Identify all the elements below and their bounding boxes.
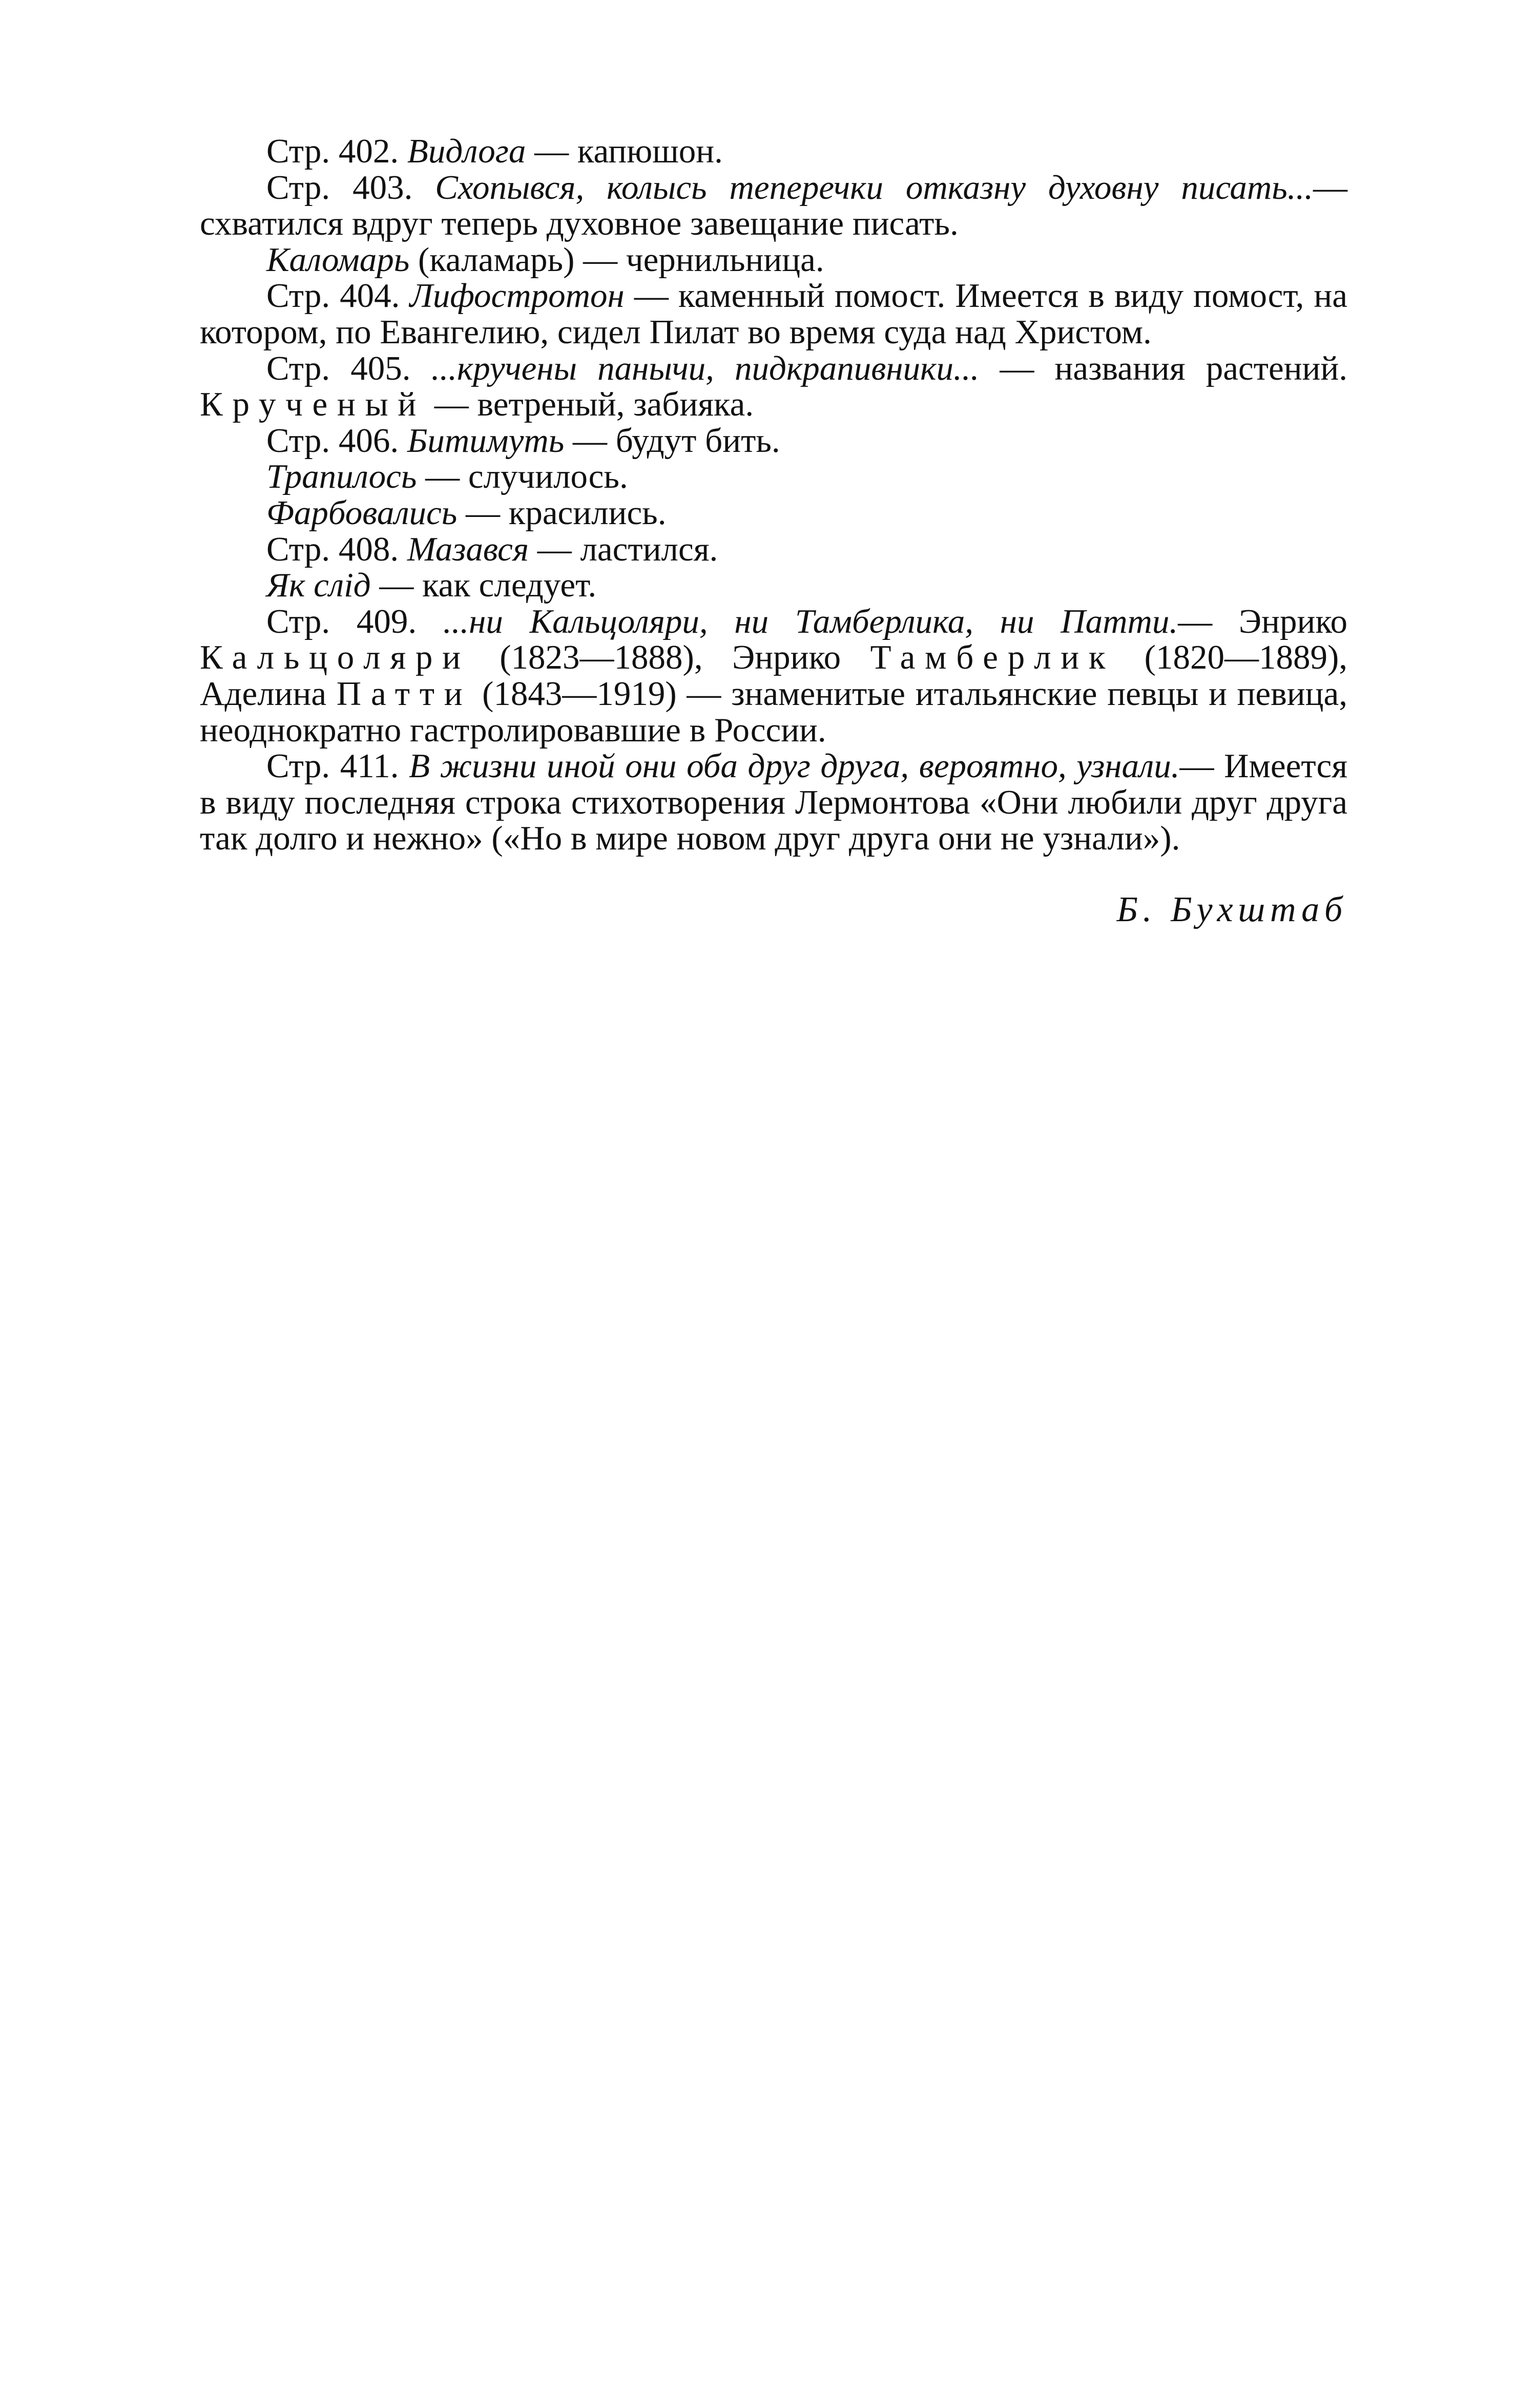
note-term: Як слід: [266, 566, 371, 605]
note-page-ref: Стр. 405.: [266, 349, 431, 387]
note-text: — Энрико: [1178, 602, 1348, 640]
note-text: — каменный помост. Имеется в виду помост, на котором, по Евангелию, сидел Пилат во время суда над Христом.: [200, 277, 1347, 351]
note-term: Трапилось: [266, 458, 417, 496]
note-page-ref: Стр. 406.: [266, 421, 407, 460]
note-page-ref: Стр. 403.: [266, 168, 435, 206]
notes-section: [200, 133, 1347, 857]
note-text: — схватился вдруг теперь духовное завещание писать.: [200, 168, 1348, 243]
note-page-402: [200, 133, 1347, 170]
note-spaced-term: Патти: [336, 674, 472, 713]
note-page-ref: Стр. 402.: [266, 132, 407, 170]
note-page-ref: Стр. 411.: [266, 747, 409, 785]
note-farbovalis: [200, 495, 1347, 531]
note-trapilos: [200, 459, 1347, 495]
note-term: ...ни Кальцоляри, ни Тамберлика, ни Патти.: [443, 602, 1178, 640]
note-text: — красились.: [457, 493, 667, 532]
note-text: (1820—1889), Аделина: [200, 638, 1348, 713]
note-term: Битимуть: [407, 421, 565, 460]
note-text: (1843—1919) — знаменитые итальянские певцы и певица, неоднократно гастролировавшие в России.: [200, 674, 1347, 749]
note-text: — ластился.: [529, 530, 718, 568]
note-page-ref: Стр. 409.: [266, 602, 443, 640]
note-text: — как следует.: [370, 566, 597, 605]
note-page-408: [200, 531, 1347, 568]
note-text: (1823—1888), Энрико: [470, 638, 870, 677]
note-term: ...кручены панычи, пидкрапивники...: [431, 349, 980, 387]
note-page-403: [200, 170, 1347, 242]
note-spaced-term: Крученый: [200, 385, 426, 424]
note-text: — названия растений.: [979, 349, 1348, 387]
note-spaced-term: Тамберлик: [870, 638, 1115, 677]
note-page-ref: Стр. 408.: [266, 530, 407, 568]
note-page-404: [200, 278, 1347, 350]
note-term: В жизни иной они оба друг друга, вероятно, узнали.: [409, 747, 1180, 785]
note-spaced-term: Кальцоляри: [200, 638, 470, 677]
note-text: — капюшон.: [526, 132, 723, 170]
note-text: — Имеется в виду последняя строка стихотворения Лермонтова «Они любили друг друга так долго и нежно» («Но в мире новом друг друга они не узнали»).: [200, 747, 1348, 858]
note-term: Видлога: [407, 132, 526, 170]
note-term: Схопывся, колысь теперечки отказну духовну писать...: [435, 168, 1314, 206]
note-kalomar: [200, 242, 1347, 278]
note-text: — ветреный, забияка.: [426, 385, 754, 424]
note-term: Лифостротон: [409, 277, 625, 315]
commentary-page: [200, 133, 1347, 930]
note-page-406: [200, 423, 1347, 459]
note-page-405: [200, 350, 1347, 423]
note-text: — случилось.: [417, 458, 628, 496]
note-page-ref: Стр. 404.: [266, 277, 410, 315]
note-yak-slid: [200, 567, 1347, 604]
author-signature: Б. Бухштаб: [1116, 889, 1347, 929]
note-term: Фарбовались: [266, 493, 458, 532]
note-page-411: [200, 748, 1347, 857]
note-text: — будут бить.: [564, 421, 780, 460]
note-page-409: [200, 604, 1347, 748]
note-term: Каломарь: [266, 240, 410, 279]
note-term: Мазався: [407, 530, 529, 568]
note-text: (каламарь) — чернильница.: [409, 240, 824, 279]
